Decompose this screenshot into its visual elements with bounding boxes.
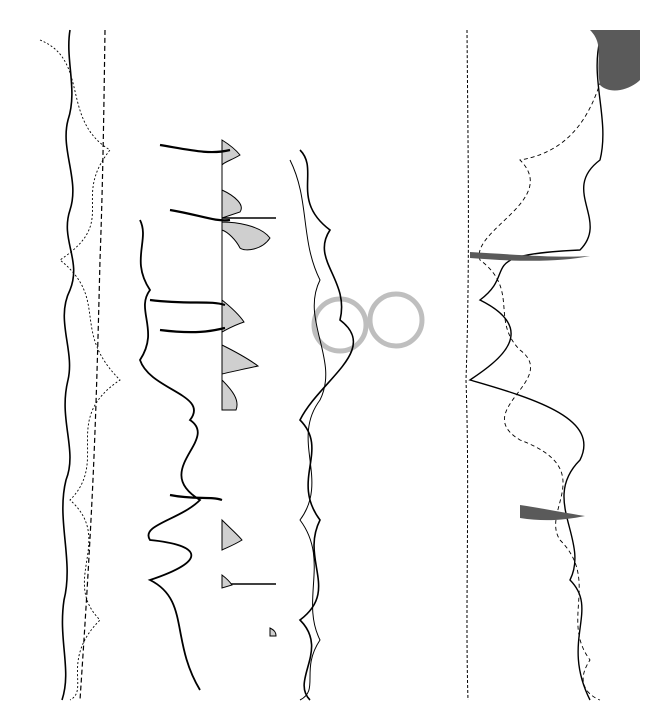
right-shaded-band [470, 252, 590, 261]
sp-shaded-curve [222, 140, 270, 410]
left-curve-dashed [80, 30, 105, 700]
left-curve-solid [62, 30, 74, 700]
right-curve-baseline [466, 30, 468, 700]
right-shaded-block-lower [520, 505, 585, 520]
left-curve-dotted [40, 40, 120, 700]
right-curve-dashed [479, 40, 610, 700]
right-curve-a [300, 150, 353, 700]
sp-shaded-curve-lower [222, 520, 242, 550]
deq-watermark [314, 294, 422, 351]
left-curve-heavy [140, 220, 200, 690]
left-curve-spikes [150, 145, 230, 500]
right-curve-c [470, 40, 603, 700]
